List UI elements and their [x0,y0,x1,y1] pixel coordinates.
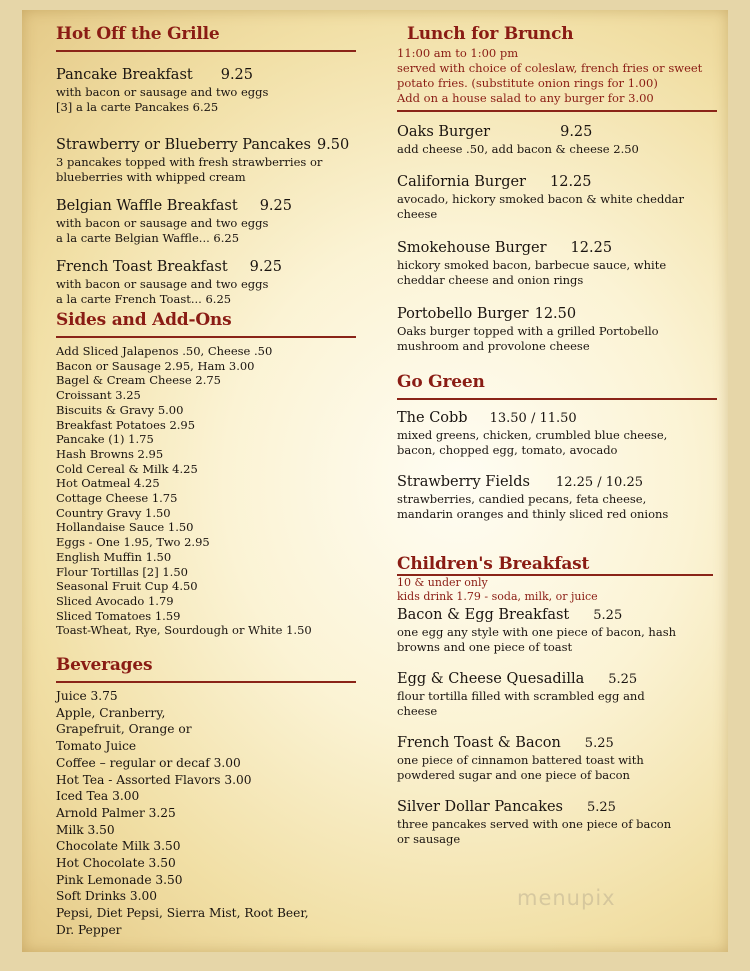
menu-item-oaks-burger [397,123,722,157]
item-name: French Toast & Bacon [397,735,561,751]
section-title-beverages: Beverages [56,655,153,675]
sides-list [56,344,376,638]
list-item: Juice 3.75 [56,689,118,703]
item-name: Pancake Breakfast [56,67,193,83]
item-desc: one piece of cinnamon battered toast with [397,753,644,767]
list-item: Eggs - One 1.95, Two 2.95 [56,535,210,550]
list-item: Bagel & Cream Cheese 2.75 [56,373,222,388]
item-price: 9.25 [249,259,282,275]
item-desc: a la carte Belgian Waffle... 6.25 [56,231,240,245]
menu-item-smokehouse-burger [397,239,722,288]
list-item: Breakfast Potatoes 2.95 [56,417,196,432]
section-title-grille: Hot Off the Grille [56,24,220,44]
item-price: 9.25 [259,198,292,214]
section-divider [397,110,717,112]
item-price: 13.50 / 11.50 [489,411,577,426]
menu-item-french-toast-bacon [397,734,722,783]
section-title-childrens-breakfast: Children's Breakfast [397,554,590,574]
item-name: Silver Dollar Pancakes [397,799,563,815]
list-item: Pepsi, Diet Pepsi, Sierra Mist, Root Beer, [56,906,309,921]
note-line: 11:00 am to 1:00 pm [397,46,519,60]
item-name: Portobello Burger [397,306,529,322]
list-item: Bacon or Sausage 2.95, Ham 3.00 [56,358,255,373]
item-desc: powdered sugar and one piece of bacon [397,768,630,782]
item-name: Oaks Burger [397,124,491,140]
section-divider [56,336,356,338]
list-item: Apple, Cranberry, [56,705,166,720]
list-item: Dr. Pepper [56,922,122,937]
menu-item-portobello-burger [397,305,722,354]
section-divider [56,50,356,52]
note-line: kids drink 1.79 - soda, milk, or juice [397,590,598,603]
list-item: Flour Tortillas [2] 1.50 [56,564,188,579]
item-price: 12.25 / 10.25 [555,475,643,490]
item-name: Strawberry or Blueberry Pancakes [56,137,311,153]
menu-item-egg-cheese-quesadilla [397,670,722,719]
item-desc: strawberries, candied pecans, feta cheese, [397,492,647,506]
item-desc: with bacon or sausage and two eggs [56,85,269,99]
list-item: Biscuits & Gravy 5.00 [56,402,184,417]
item-desc: with bacon or sausage and two eggs [56,277,269,291]
section-title-sides: Sides and Add-Ons [56,310,232,330]
menu-item-strawberry-fields [397,473,722,522]
list-item: English Muffin 1.50 [56,549,172,564]
list-item: Iced Tea 3.00 [56,789,140,804]
item-desc: 3 pancakes topped with fresh strawberries or [56,155,323,169]
section-title-lunch: Lunch for Brunch [407,24,574,44]
item-price: 9.50 [316,137,350,153]
item-desc: mushroom and provolone cheese [397,339,590,353]
item-price: 5.25 [587,800,616,815]
menu-item-california-burger [397,173,722,222]
list-item: Hot Chocolate 3.50 [56,856,176,871]
menu-item-strawberry-pancakes [56,136,386,185]
list-item: Country Gravy 1.50 [56,505,171,520]
menu-page [22,10,728,952]
watermark-logo: menupix [517,886,616,910]
list-item: Cottage Cheese 1.75 [56,491,178,506]
item-desc: Oaks burger topped with a grilled Portobello [397,324,659,338]
item-name: Egg & Cheese Quesadilla [397,671,585,687]
note-line: 10 & under only [397,576,488,589]
section-divider [56,681,356,683]
item-price: 5.25 [584,736,614,751]
item-desc: browns and one piece of toast [397,640,573,654]
childrens-notes [397,576,722,604]
list-item: Seasonal Fruit Cup 4.50 [56,579,198,594]
menu-item-silver-dollar-pancakes [397,798,722,847]
menu-item-belgian-waffle [56,197,376,246]
item-price: 12.25 [570,240,613,256]
list-item: Hollandaise Sauce 1.50 [56,520,194,535]
section-divider [397,398,717,400]
list-item: Hot Tea - Assorted Flavors 3.00 [56,772,252,787]
item-name: California Burger [397,174,526,190]
note-line: Add on a house salad to any burger for 3.00 [397,91,654,105]
item-price: 9.25 [220,67,254,83]
item-desc: blueberries with whipped cream [56,170,246,184]
section-title-go-green: Go Green [397,372,485,392]
list-item: Hash Browns 2.95 [56,446,164,461]
item-name: Strawberry Fields [397,474,530,490]
menu-item-bacon-egg-breakfast [397,606,722,655]
list-item: Grapefruit, Orange or [56,722,192,737]
list-item: Sliced Tomatoes 1.59 [56,608,181,623]
item-desc: with bacon or sausage and two eggs [56,216,269,230]
item-price: 9.25 [560,124,593,140]
item-desc: one egg any style with one piece of bacon, hash [397,625,676,639]
list-item: Arnold Palmer 3.25 [56,805,176,820]
item-price: 5.25 [608,672,638,687]
list-item: Hot Oatmeal 4.25 [56,476,160,491]
item-desc: mixed greens, chicken, crumbled blue cheese, [397,428,668,442]
item-name: The Cobb [397,410,468,426]
menu-item-pancake-breakfast [56,66,376,115]
list-item: Chocolate Milk 3.50 [56,839,181,854]
item-desc: cheddar cheese and onion rings [397,273,584,287]
list-item: Pink Lemonade 3.50 [56,872,183,887]
note-line: served with choice of coleslaw, french fries or sweet [397,61,703,75]
item-name: French Toast Breakfast [56,259,228,275]
item-name: Bacon & Egg Breakfast [397,607,570,623]
item-desc: three pancakes served with one piece of bacon [397,817,672,831]
list-item: Croissant 3.25 [56,388,141,403]
list-item: Add Sliced Jalapenos .50, Cheese .50 [56,344,273,358]
menu-item-french-toast-breakfast [56,258,376,307]
list-item: Cold Cereal & Milk 4.25 [56,461,198,476]
item-desc: bacon, chopped egg, tomato, avocado [397,443,618,457]
list-item: Milk 3.50 [56,822,115,837]
list-item: Soft Drinks 3.00 [56,889,157,904]
item-desc: mandarin oranges and thinly sliced red onions [397,507,669,521]
list-item: Pancake (1) 1.75 [56,432,154,447]
item-name: Smokehouse Burger [397,240,547,256]
list-item: Sliced Avocado 1.79 [56,593,174,608]
item-name: Belgian Waffle Breakfast [56,198,238,214]
item-price: 12.50 [534,306,577,322]
list-item: Tomato Juice [56,739,137,754]
item-desc: hickory smoked bacon, barbecue sauce, white [397,258,667,272]
item-price: 12.25 [550,174,592,190]
item-desc: flour tortilla filled with scrambled egg and [397,689,645,703]
item-desc: [3] a la carte Pancakes 6.25 [56,100,219,114]
note-line: potato fries. (substitute onion rings for 1.00) [397,76,658,90]
item-desc: avocado, hickory smoked bacon & white cheddar [397,192,685,206]
item-desc: cheese [397,704,438,718]
item-desc: cheese [397,207,438,221]
item-desc: a la carte French Toast... 6.25 [56,292,232,306]
lunch-notes [397,46,722,106]
list-item: Coffee – regular or decaf 3.00 [56,755,241,770]
beverages-list [56,688,376,939]
item-desc: or sausage [397,832,461,846]
item-price: 5.25 [593,608,623,623]
menu-item-the-cobb [397,409,722,458]
list-item: Toast-Wheat, Rye, Sourdough or White 1.50 [56,623,312,638]
item-desc: add cheese .50, add bacon & cheese 2.50 [397,142,639,156]
